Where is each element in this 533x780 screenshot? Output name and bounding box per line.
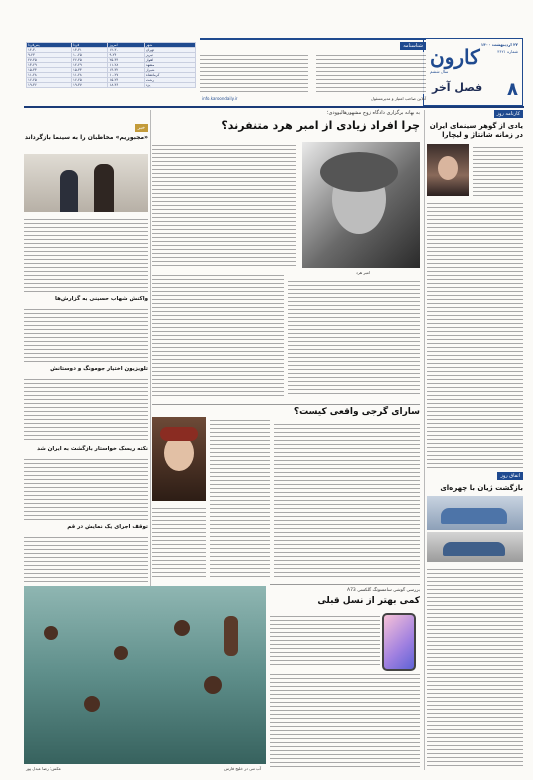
left-text-3 bbox=[24, 376, 148, 442]
weather-cell: ۹-۲۴ bbox=[108, 53, 144, 58]
amber-heard-photo bbox=[302, 142, 420, 268]
tech-kicker: بررسی گوشی سامسونگ گلکسی A73 bbox=[346, 588, 420, 593]
weather-cell: ۱۰-۲۷ bbox=[108, 73, 144, 78]
tech-story bbox=[270, 584, 420, 771]
weather-cell: ۱۶-۲۵ bbox=[27, 78, 72, 83]
phone-image bbox=[382, 613, 416, 671]
left-sub1: واکنش شهاب حسینی به گزارش‌ها bbox=[55, 296, 148, 302]
tech-text-1 bbox=[270, 613, 380, 667]
weather-cell: ۲۶-۴۵ bbox=[72, 58, 108, 63]
year-line: سال ششم bbox=[430, 69, 449, 74]
main-text-2 bbox=[288, 278, 420, 396]
second-headline: بازگشت ژیان با چهره‌ای bbox=[440, 484, 523, 492]
car-photo-2 bbox=[427, 532, 523, 562]
right-section-label: کارنامه روز bbox=[494, 110, 523, 118]
masthead bbox=[423, 38, 523, 106]
tech-headline: کمی بهتر از نسل قبلی bbox=[317, 596, 420, 606]
swimming-photo bbox=[24, 586, 266, 764]
left-column bbox=[24, 124, 148, 584]
right-headline: یادی از گوهر سینمای ایران در زمانه شانتاژ و لیچارا bbox=[429, 122, 523, 139]
website-text: info.karoondaily.ir bbox=[202, 96, 238, 101]
newspaper-logo: کارون bbox=[430, 45, 480, 69]
weather-cell: ۱۲-۲۹ bbox=[72, 63, 108, 68]
weather-cell: رشت bbox=[144, 78, 195, 83]
right-column bbox=[427, 110, 523, 770]
left-text-5 bbox=[24, 534, 148, 582]
weather-cell: ۱۴-۳۰ bbox=[27, 48, 72, 53]
weather-cell: ۱۲-۳۰ bbox=[108, 48, 144, 53]
cinema-photo bbox=[24, 154, 148, 212]
weather-cell: مشهد bbox=[144, 63, 195, 68]
weather-cell: ۱۵-۳۳ bbox=[72, 68, 108, 73]
middle-text-3 bbox=[152, 505, 206, 577]
editorial-title: شناسنامه bbox=[400, 42, 426, 50]
right-text-2 bbox=[427, 200, 523, 468]
weather-cell: ۱۳-۳۱ bbox=[72, 48, 108, 53]
weather-cell: ۱۱-۲۸ bbox=[108, 63, 144, 68]
weather-row bbox=[27, 83, 196, 88]
main-headline: چرا افراد زیادی از امبر هرد متنفرند؟ bbox=[221, 119, 420, 132]
weather-cell: ۱۵-۳۳ bbox=[27, 68, 72, 73]
weather-cell: تهران bbox=[144, 48, 195, 53]
photo-caption-left: عکس: رضا عبدل پور bbox=[26, 766, 62, 771]
weather-cell: ۱۱-۲۸ bbox=[72, 73, 108, 78]
weather-header-cell: پس‌فردا bbox=[27, 43, 72, 48]
weather-cell: ۱۸-۳۶ bbox=[108, 83, 144, 88]
weather-cell: کرمانشاه bbox=[144, 73, 195, 78]
weather-header-cell: شهر bbox=[144, 43, 195, 48]
left-text-2 bbox=[24, 306, 148, 362]
middle-text-1 bbox=[210, 417, 270, 577]
weather-cell: ۱۱-۲۸ bbox=[27, 73, 72, 78]
editorial-text-2 bbox=[200, 52, 308, 94]
editorial-info bbox=[200, 38, 426, 106]
right-text-3 bbox=[427, 566, 523, 766]
weather-cell: ۱۶-۲۵ bbox=[72, 78, 108, 83]
left-text-4 bbox=[24, 456, 148, 520]
weather-cell: ۱۹-۳۷ bbox=[72, 83, 108, 88]
issue-line: شماره ۳۶۲۱ bbox=[497, 49, 518, 54]
left-headline: «مجبوریم» مخاطبان را به سینما بازگرداند bbox=[24, 134, 148, 141]
main-story bbox=[152, 110, 420, 400]
middle-story bbox=[152, 404, 420, 581]
main-text-1 bbox=[152, 142, 296, 268]
weather-cell: ۱۴-۳۲ bbox=[108, 68, 144, 73]
sara-photo bbox=[152, 417, 206, 501]
date-line: ۲۲ اردیبهشت ۱۴۰۰ bbox=[480, 42, 518, 47]
weather-cell: ۱۰-۲۵ bbox=[72, 53, 108, 58]
weather-table bbox=[26, 42, 196, 88]
left-label: خبر bbox=[135, 124, 148, 132]
page-number: ۸ bbox=[507, 79, 518, 100]
photo-caption-right: آب تنی در خلیج فارس bbox=[224, 766, 261, 771]
second-section-label: اتفاق روز bbox=[497, 472, 523, 480]
tech-text-2 bbox=[270, 671, 420, 767]
weather-cell: یزد bbox=[144, 83, 195, 88]
section-title: فصل آخر bbox=[432, 81, 483, 94]
left-text-1 bbox=[24, 216, 148, 292]
left-sub2: تلویزیون اختیار جومونگ و دوستانش bbox=[50, 366, 148, 372]
notice-text: آنلاین صاحب امتیاز و مدیرمسئول bbox=[370, 96, 426, 101]
weather-cell: ۱۵-۲۴ bbox=[108, 78, 144, 83]
middle-headline: سارای گرجی واقعی کیست؟ bbox=[293, 407, 420, 417]
weather-cell: ۱۹-۳۶ bbox=[27, 83, 72, 88]
weather-cell: ۱۳-۲۹ bbox=[27, 63, 72, 68]
middle-text-2 bbox=[274, 421, 420, 577]
weather-cell: ۹-۲۳ bbox=[27, 53, 72, 58]
car-photo-1 bbox=[427, 496, 523, 530]
weather-header-cell: امروز bbox=[108, 43, 144, 48]
left-sub4: توقف اجرای یک نمایش در قم bbox=[67, 524, 148, 530]
weather-cell: شیراز bbox=[144, 68, 195, 73]
weather-cell: تبریز bbox=[144, 53, 195, 58]
weather-header-cell: فردا bbox=[72, 43, 108, 48]
weather-cell: ۲۷-۴۵ bbox=[27, 58, 72, 63]
main-kicker: به بهانه برگزاری دادگاه زوج مشهورهالیوودی؛ bbox=[326, 110, 420, 116]
weather-cell: ۲۵-۴۴ bbox=[108, 58, 144, 63]
photo-caption: امبر هرد bbox=[355, 270, 370, 275]
main-text-3 bbox=[152, 272, 284, 396]
editorial-text bbox=[316, 52, 426, 94]
weather-cell: اهواز bbox=[144, 58, 195, 63]
actress-portrait bbox=[427, 144, 469, 196]
left-sub3: نکته ریسک خواستار بازگشت به ایران شد bbox=[37, 446, 148, 452]
right-text-1 bbox=[473, 144, 523, 196]
